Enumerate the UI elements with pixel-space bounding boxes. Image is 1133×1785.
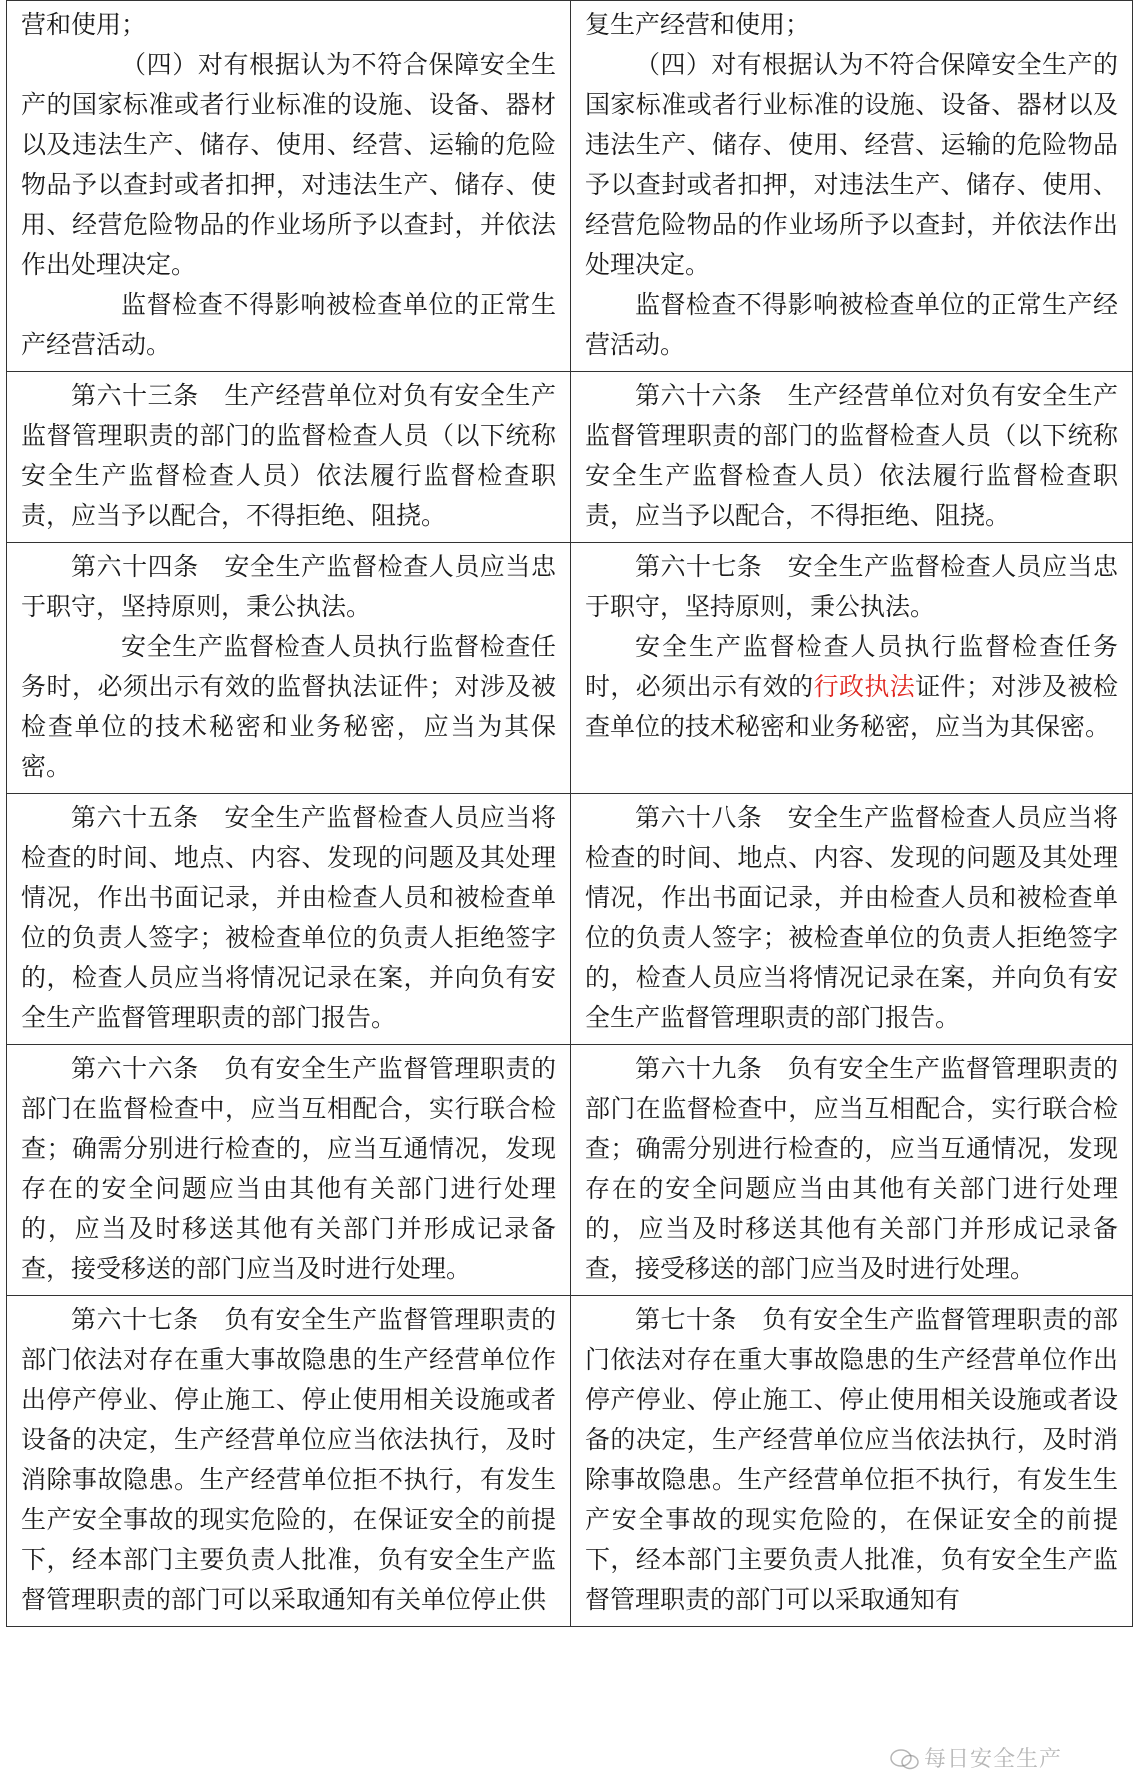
clause-paragraph: [585, 627, 1118, 747]
clause-paragraph: 营和使用；: [21, 10, 147, 39]
new-version-cell: [571, 1, 1133, 372]
comparison-document: [6, 0, 1118, 1627]
clause-paragraph: 第六十四条 安全生产监督检查人员应当忠于职守，坚持原则，秉公执法。: [21, 552, 556, 621]
clause-paragraph: （四）对有根据认为不符合保障安全生产的国家标准或者行业标准的设施、设备、器材以及违法生产、储存、使用、经营、运输的危险物品予以查封或者扣押，对违法生产、储存、使用、经营危险物品的作业场所予以查封，并依法作出处理决定。: [585, 50, 1118, 279]
table-row: [7, 1045, 1133, 1296]
old-version-cell: [7, 372, 571, 543]
watermark-text: 每日安全生产: [923, 1747, 1062, 1772]
highlighted-change: 行政执法: [813, 672, 916, 701]
paragraph-text: 证件；对涉及被检查单位的技术秘密和业务秘密，应当为其保密。: [585, 672, 1118, 741]
clause-paragraph: 第六十六条 生产经营单位对负有安全生产监督管理职责的部门的监督检查人员（以下统称安全生产监督检查人员）依法履行监督检查职责，应当予以配合，不得拒绝、阻挠。: [585, 381, 1118, 530]
clause-paragraph: 第六十七条 负有安全生产监督管理职责的部门依法对存在重大事故隐患的生产经营单位作出停产停业、停止施工、停止使用相关设施或者设备的决定，生产经营单位应当依法执行，及时消除事故隐患。生产经营单位拒不执行，有发生生产安全事故的现实危险的，在保证安全的前提下，经本部门主要负责人批准，负有安全生产监督管理职责的部门可以采取通知有关单位停止供: [21, 1305, 556, 1614]
clause-paragraph: 第六十五条 安全生产监督检查人员应当将检查的时间、地点、内容、发现的问题及其处理情况，作出书面记录，并由检查人员和被检查单位的负责人签字；被检查单位的负责人拒绝签字的，检查人员应当将情况记录在案，并向负有安全生产监督管理职责的部门报告。: [21, 803, 556, 1032]
table-row: [7, 543, 1133, 794]
clause-paragraph: 安全生产监督检查人员执行监督检查任务时，必须出示有效的监督执法证件；对涉及被检查单位的技术秘密和业务秘密，应当为其保密。: [21, 632, 556, 781]
clause-paragraph: 监督检查不得影响被检查单位的正常生产经营活动。: [21, 290, 556, 359]
old-version-cell: [7, 1045, 571, 1296]
old-version-cell: [7, 1296, 571, 1627]
watermark: [890, 1742, 1062, 1773]
old-version-cell: [7, 794, 571, 1045]
clause-paragraph: 第七十条 负有安全生产监督管理职责的部门依法对存在重大事故隐患的生产经营单位作出停产停业、停止施工、停止使用相关设施或者设备的决定，生产经营单位应当依法执行，及时消除事故隐患。生产经营单位拒不执行，有发生生产安全事故的现实危险的，在保证安全的前提下，经本部门主要负责人批准，负有安全生产监督管理职责的部门可以采取通知有: [585, 1305, 1118, 1614]
new-version-cell: [571, 1296, 1133, 1627]
old-version-cell: [7, 543, 571, 794]
clause-paragraph: 第六十八条 安全生产监督检查人员应当将检查的时间、地点、内容、发现的问题及其处理情况，作出书面记录，并由检查人员和被检查单位的负责人签字；被检查单位的负责人拒绝签字的，检查人员应当将情况记录在案，并向负有安全生产监督管理职责的部门报告。: [585, 803, 1118, 1032]
table-row: [7, 794, 1133, 1045]
clause-paragraph: 第六十七条 安全生产监督检查人员应当忠于职守，坚持原则，秉公执法。: [585, 552, 1118, 621]
old-version-cell: [7, 1, 571, 372]
table-row: [7, 1, 1133, 372]
new-version-cell: [571, 1045, 1133, 1296]
clause-paragraph: 第六十九条 负有安全生产监督管理职责的部门在监督检查中，应当互相配合，实行联合检查；确需分别进行检查的，应当互通情况，发现存在的安全问题应当由其他有关部门进行处理的，应当及时移送其他有关部门并形成记录备查，接受移送的部门应当及时进行处理。: [585, 1054, 1118, 1283]
clause-paragraph: 复生产经营和使用；: [585, 10, 811, 39]
clause-paragraph: 第六十六条 负有安全生产监督管理职责的部门在监督检查中，应当互相配合，实行联合检查；确需分别进行检查的，应当互通情况，发现存在的安全问题应当由其他有关部门进行处理的，应当及时移送其他有关部门并形成记录备查，接受移送的部门应当及时进行处理。: [21, 1054, 556, 1283]
clause-paragraph: 监督检查不得影响被检查单位的正常生产经营活动。: [585, 290, 1118, 359]
comparison-table: [6, 0, 1133, 1627]
table-row: [7, 372, 1133, 543]
paragraph-text: 安全生产监督检查人员执行监督检查任务时，必须出示有效的: [585, 632, 1118, 701]
clause-paragraph: 第六十三条 生产经营单位对负有安全生产监督管理职责的部门的监督检查人员（以下统称安全生产监督检查人员）依法履行监督检查职责，应当予以配合，不得拒绝、阻挠。: [21, 381, 556, 530]
table-row: [7, 1296, 1133, 1627]
clause-paragraph: （四）对有根据认为不符合保障安全生产的国家标准或者行业标准的设施、设备、器材以及违法生产、储存、使用、经营、运输的危险物品予以查封或者扣押，对违法生产、储存、使用、经营危险物品的作业场所予以查封，并依法作出处理决定。: [21, 50, 556, 279]
new-version-cell: [571, 372, 1133, 543]
new-version-cell: [571, 794, 1133, 1045]
wechat-icon: [890, 1749, 920, 1771]
new-version-cell: [571, 543, 1133, 794]
